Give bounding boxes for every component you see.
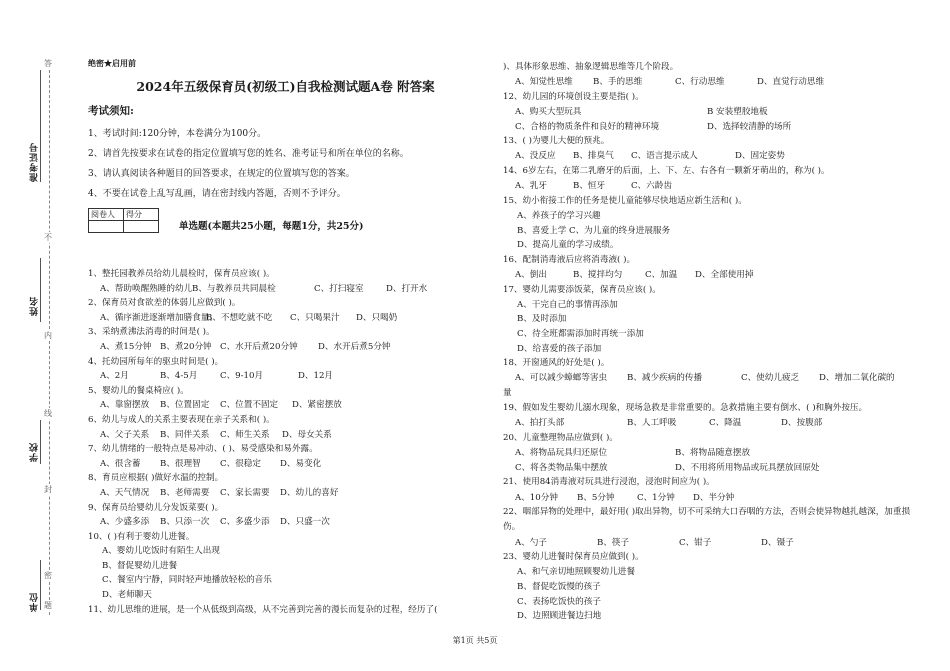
question-tail: 量 <box>503 387 512 398</box>
school-field[interactable] <box>40 420 41 464</box>
question-option: C、很稳定 <box>220 458 261 469</box>
question-option: D、母女关系 <box>282 429 332 440</box>
question-option: C、表扬吃饭快的孩子 <box>517 596 601 607</box>
question-option: B、筷子 <box>597 537 630 548</box>
binding-strip <box>0 0 70 671</box>
question-option: A、2月 <box>100 371 129 382</box>
question-option: D、给喜爱的孩子添加 <box>517 343 602 354</box>
question-option: D、不用将所用物品或玩具摆放回原处 <box>675 462 820 473</box>
question-option: D、镊子 <box>761 537 794 548</box>
question-option: B、将物品随意摆放 <box>675 448 751 459</box>
unit-field[interactable] <box>40 560 41 610</box>
question-option: C、行动思维 <box>675 77 725 88</box>
question-option: B、恒牙 <box>573 181 606 192</box>
option-row <box>503 536 913 551</box>
question-option: A、没反应 <box>515 151 556 162</box>
question-option: B、减少疾病的传播 <box>627 373 703 384</box>
seal-char: 内 <box>44 331 52 340</box>
option-row <box>88 398 483 413</box>
question-stem: 14、6岁左右，在第二乳磨牙的后面，上、下、左、右各有一颗新牙萌出的，称为( )。 <box>503 165 830 176</box>
exam-number-label: 准考证号 <box>30 142 40 182</box>
question-option: C、位置不固定 <box>220 400 279 411</box>
score-cell: 得分 <box>124 209 159 221</box>
question-option: B、及时添加 <box>517 314 567 325</box>
option-row <box>503 416 913 431</box>
question-option: A、帮助唤醒熟睡的幼儿 <box>100 283 193 294</box>
question-option: B 安装塑胶地板 <box>707 107 768 117</box>
option-row <box>88 457 483 472</box>
score-row <box>88 208 483 233</box>
exam-title: 2024年五级保育员(初级工)自我检测试题A卷 附答案 <box>136 79 435 94</box>
question-option: C、钳子 <box>679 537 712 548</box>
question-option: A、循序渐进逐渐增加膳食量。 <box>100 312 218 323</box>
option-row <box>503 179 913 194</box>
option-row <box>503 268 913 283</box>
question-stem: 23、婴幼儿进餐时保育员应做到( )。 <box>503 552 644 563</box>
question-option: D、全部使用掉 <box>695 269 754 280</box>
question-option: B、同伴关系 <box>160 429 210 440</box>
option-row <box>88 428 483 443</box>
question-option: D、固定姿势 <box>735 151 785 162</box>
score-input[interactable] <box>124 221 159 233</box>
question-option: B、喜爱上学 C、为儿童的终身进展服务 <box>517 225 671 236</box>
question-option: A、可以减少蟑螂等害虫 <box>515 373 608 384</box>
question-option: C、只喝果汁 <box>290 312 340 323</box>
option-row <box>88 340 483 355</box>
option-row <box>88 486 483 501</box>
question-option: B、手的思维 <box>593 77 643 88</box>
question-option: B、很理智 <box>160 458 201 469</box>
question-stem: 16、配制消毒液后应将消毒液( )。 <box>503 254 636 265</box>
question-option: B、督促吃饭慢的孩子 <box>517 581 601 592</box>
seal-char: 题 <box>44 601 52 610</box>
page-footer: 第1页 共5页 <box>452 636 498 645</box>
name-field[interactable] <box>40 258 41 322</box>
question-option: D、按腹部 <box>781 418 823 429</box>
question-option: A、父子关系 <box>100 429 150 440</box>
seal-char: 不 <box>44 233 52 242</box>
question-option: D、易变化 <box>280 458 322 469</box>
question-option: C、待全班都需添加时再统一添加 <box>517 328 644 339</box>
question-option: C、家长需要 <box>220 487 270 498</box>
question-option: C、水开后煮20分钟 <box>220 341 298 352</box>
grader-cell: 阅卷人 <box>89 209 124 221</box>
question-option: C、降温 <box>709 418 742 429</box>
question-option: B、排臭气 <box>573 151 614 162</box>
seal-char: 答 <box>44 59 52 68</box>
question-option: D、12月 <box>298 371 334 382</box>
question-option: D、水开后煮5分钟 <box>318 341 391 352</box>
question-option: A、将物品玩具归还原位 <box>515 448 608 459</box>
question-option: D、老师聊天 <box>102 590 152 601</box>
right-column <box>503 60 913 624</box>
question-option: A、少盛多添 <box>100 517 150 528</box>
question-stem: 4、托幼园所每年的驱虫时间是( )。 <box>88 356 224 367</box>
question-option: C、餐室内宁静，同时轻声地播放轻松的音乐 <box>102 575 272 586</box>
question-option: D、提高儿童的学习成绩。 <box>517 240 619 251</box>
question-stem: 18、开窗通风的好处是( )。 <box>503 358 610 369</box>
question-option: D、只盛一次 <box>280 517 330 528</box>
option-row <box>503 446 913 461</box>
question-option: B、与教养员共同晨检 <box>192 283 276 294</box>
option-row <box>503 105 913 120</box>
question-option: A、勺子 <box>515 537 547 548</box>
name-label: 姓名 <box>30 296 40 316</box>
question-option: C、使幼儿疲乏 <box>741 373 800 384</box>
notice-item: 2、请首先按要求在试卷的指定位置填写您的姓名、准考证号和所在单位的名称。 <box>88 149 409 159</box>
notice-heading: 考试须知: <box>88 105 134 117</box>
question-option: B、5分钟 <box>577 492 615 503</box>
question-option: D、选择较清静的场所 <box>707 121 792 132</box>
question-stem: )、具体形象思维、抽象逻辑思维等几个阶段。 <box>503 62 679 72</box>
secret-mark: 绝密★启用前 <box>88 58 136 68</box>
question-option: D、边照顾进餐边扫地 <box>517 611 602 622</box>
question-option: A、很含蓄 <box>100 458 141 469</box>
question-option: B、位置固定 <box>160 400 210 411</box>
question-stem: 8、育员应根据( )做好水温的控制。 <box>88 473 224 484</box>
question-option: B、搅拌均匀 <box>573 269 623 280</box>
question-option: D、紧密摆放 <box>292 400 342 411</box>
question-option: A、倒出 <box>515 269 547 280</box>
question-option: A、天气情况 <box>100 487 150 498</box>
question-option: A、养孩子的学习兴趣 <box>517 210 601 221</box>
question-stem: 21、使用84消毒液对玩具进行浸泡，浸泡时间应为( )。 <box>503 477 715 488</box>
question-option: C、打扫寝室 <box>314 283 364 294</box>
question-stem: 2、保育员对食欲差的体弱儿应做到( )。 <box>88 298 241 309</box>
question-option: A、10分钟 <box>515 492 558 503</box>
seal-char: 封 <box>44 485 52 494</box>
question-stem: 9、保育员给婴幼儿分发饭菜要( )。 <box>88 502 224 513</box>
seal-char: 密 <box>44 571 52 580</box>
unit-label: 单位 <box>30 592 40 612</box>
question-stem: 6、幼儿与成人的关系主要表现在亲子关系和( )。 <box>88 414 275 425</box>
question-option: D、直觉行动思维 <box>757 77 825 88</box>
question-option: D、半分钟 <box>693 492 735 503</box>
question-option: C、多盛少添 <box>220 517 270 528</box>
question-option: A、和气亲切地照顾婴幼儿进餐 <box>517 567 635 578</box>
option-row <box>88 282 483 297</box>
notice-item: 1、考试时间:120分钟，本卷满分为100分。 <box>88 129 267 139</box>
question-stem: 3、采纳煮沸法消毒的时间是( )。 <box>88 327 215 338</box>
question-option: B、人工呼吸 <box>627 418 677 429</box>
question-stem: 13、( )为婴儿大便的预兆。 <box>503 136 610 147</box>
option-row <box>88 369 483 384</box>
question-stem: 19、假如发生婴幼儿溺水现象，现场急救是非常重要的。急救措施主要有倒水、( )和胸外按压。 <box>503 403 868 414</box>
question-option: B、不想吃就不吃 <box>206 312 273 323</box>
question-option: C、1分钟 <box>637 492 675 503</box>
left-questions <box>88 267 483 617</box>
question-stem: 17、婴幼儿需要添饭菜，保育员应该( )。 <box>503 284 661 295</box>
question-option: A、知觉性思维 <box>515 77 573 88</box>
question-option: C、六龄齿 <box>631 181 672 192</box>
question-option: A、煮15分钟 <box>100 341 152 352</box>
question-option: C、语言提示成人 <box>631 151 698 162</box>
question-option: D、只喝奶 <box>356 312 398 323</box>
question-option: B、4-5月 <box>160 371 198 382</box>
option-row <box>503 371 913 386</box>
question-option: A、婴幼儿吃饭时有陌生人出现 <box>102 546 220 557</box>
question-stem: 10、( )有利于婴幼儿进餐。 <box>88 531 195 542</box>
question-option: D、增加二氧化碳的 <box>819 373 895 384</box>
question-stem: 11、幼儿思维的进展，是一个从低级到高级，从不完善到完善的漫长而复杂的过程，经历了( <box>88 604 438 615</box>
question-stem: 12、幼儿园的环境创设主要是指( )。 <box>503 91 644 102</box>
question-stem: 7、幼儿情绪的一般特点是易冲动、( )、易受感染和易外露。 <box>88 444 318 455</box>
question-option: A、购买大型玩具 <box>515 107 582 117</box>
question-option: C、加温 <box>645 269 678 280</box>
question-option: B、老师需要 <box>160 487 210 498</box>
question-stem: 15、幼小衔接工作的任务是使儿童能够尽快地适应新生活和( )。 <box>503 195 747 206</box>
option-row <box>503 461 913 476</box>
seal-char: 线 <box>44 409 52 418</box>
question-option: A、靠窗摆放 <box>100 400 150 411</box>
question-option: C、合格的物质条件和良好的精神环境 <box>515 121 660 132</box>
section-title: 单选题(本题共25小题，每题1分，共25分) <box>179 220 364 232</box>
notice-item: 3、请认真阅读各种题目的回答要求，在规定的位置填写您的答案。 <box>88 169 355 179</box>
school-label: 学校 <box>30 442 40 462</box>
question-option: A、拍打头部 <box>515 418 565 429</box>
question-option: C、9-10月 <box>220 371 264 382</box>
question-stem: 1、整托园教养员给幼儿晨检时，保育员应该( )。 <box>88 269 275 279</box>
option-row <box>88 515 483 530</box>
question-option: C、将各类物品集中摆放 <box>515 462 608 473</box>
option-row <box>503 120 913 135</box>
question-stem: 5、婴幼儿的餐桌椅应( )。 <box>88 385 189 396</box>
option-row <box>88 311 483 326</box>
exam-number-field[interactable] <box>40 70 41 182</box>
question-option: D、打开水 <box>386 283 428 294</box>
question-option: B、煮20分钟 <box>160 341 212 352</box>
question-option: D、幼儿的喜好 <box>280 487 339 498</box>
score-table <box>88 208 159 233</box>
notice-item: 4、不要在试卷上乱写乱画，请在密封线内答题，否则不予评分。 <box>88 189 346 199</box>
left-column <box>88 58 483 617</box>
option-row <box>503 75 913 90</box>
option-row <box>503 149 913 164</box>
question-option: B、只添一次 <box>160 517 210 528</box>
grader-input[interactable] <box>89 221 124 233</box>
option-row <box>503 491 913 506</box>
question-stem: 20、儿童整理物品应做到( )。 <box>503 432 618 443</box>
question-option: B、督促婴幼儿进餐 <box>102 560 178 571</box>
question-stem: 22、咽部异物的处理中，最好用( )取出异物，切不可采纳大口吞咽的方法，否则会使异物越扎越深，加重损伤。 <box>503 507 911 533</box>
question-option: A、干完自己的事情再添加 <box>517 299 618 310</box>
question-option: A、乳牙 <box>515 181 547 192</box>
question-option: C、师生关系 <box>220 429 270 440</box>
